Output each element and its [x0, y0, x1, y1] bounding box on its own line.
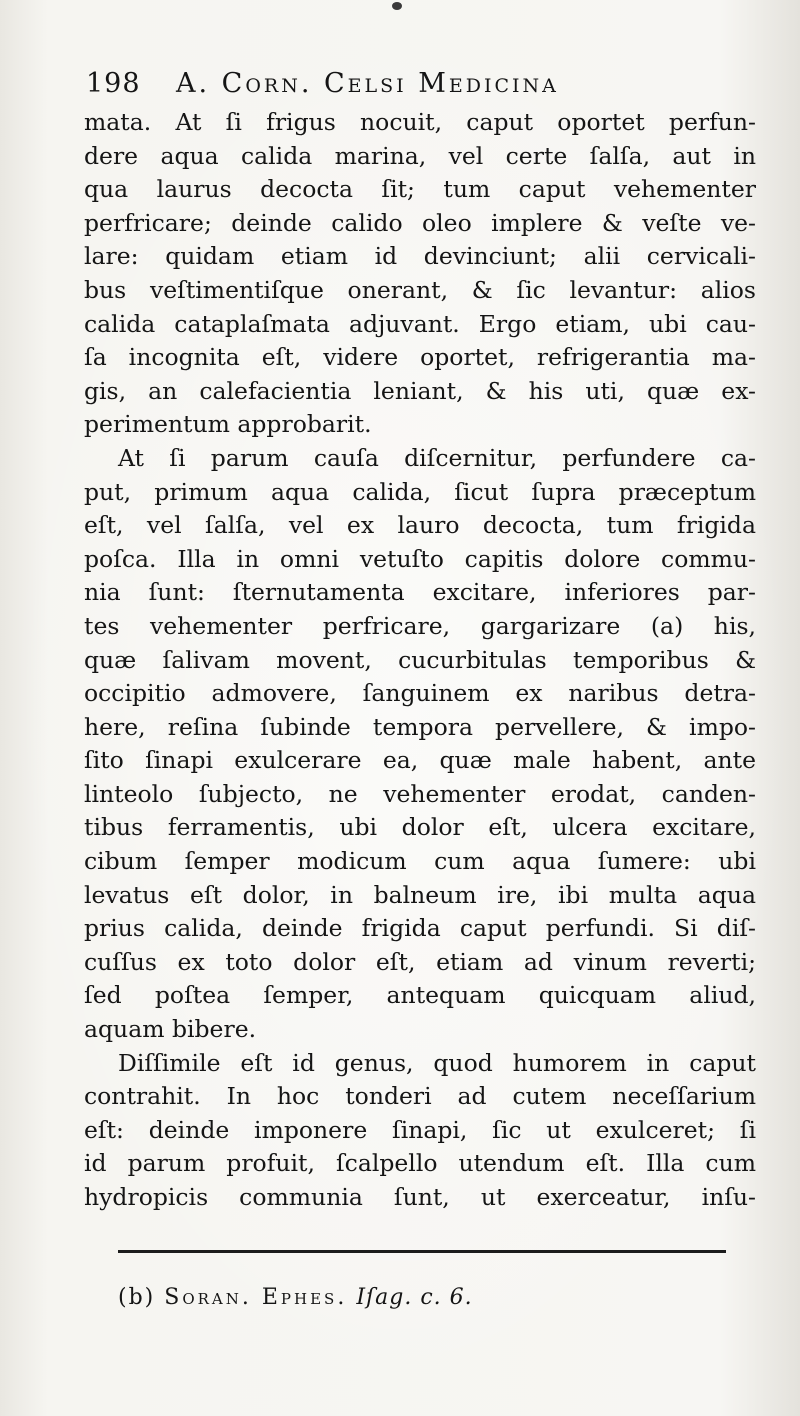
text-line: perfricare; deinde calido oleo implere & veſte ve- — [84, 208, 756, 237]
text-line: qua laurus decocta ſit; tum caput vehementer — [84, 175, 756, 204]
text-line: prius calida, deinde frigida caput perfundi. Si diſ- — [84, 914, 756, 943]
running-head — [86, 64, 706, 104]
text-line: nia ſunt: ſternutamenta excitare, inferiores par- — [84, 578, 756, 607]
text-line: tibus ferramentis, ubi dolor eſt, ulcera excitare, — [84, 813, 756, 842]
text-line: cibum ſemper modicum cum aqua ſumere: ubi — [84, 847, 756, 876]
text-line: cuſſus ex toto dolor eſt, etiam ad vinum reverti; — [84, 947, 756, 976]
body-text — [84, 106, 756, 1215]
text-line: mata. At ſi frigus nocuit, caput oportet perfun- — [84, 108, 756, 136]
text-line: dere aqua calida marina, vel certe ſalſa, aut in — [84, 141, 756, 170]
footnote-work: Iſag. c. 6. — [356, 1285, 473, 1310]
paragraph-start-line: At ſi parum cauſa diſcernitur, perfundere ca- — [118, 443, 756, 472]
text-line: ſa incognita eſt, videre oportet, refrigerantia ma- — [84, 343, 756, 372]
footnote — [118, 1281, 718, 1315]
text-line: gis, an calefacientia leniant, & his uti, quæ ex- — [84, 376, 756, 405]
text-line: hydropicis communia ſunt, ut exerceatur, inſu- — [84, 1183, 756, 1211]
text-line: occipitio admovere, ſanguinem ex naribus detra- — [84, 679, 756, 708]
running-head-title: A. Corn. Celsi Medicina — [176, 68, 559, 99]
text-line: eſt: deinde imponere ſinapi, ſic ut exulceret; ſi — [84, 1115, 756, 1144]
ink-spot — [392, 2, 402, 10]
text-line: ſito ſinapi exulcerare ea, quæ male habent, ante — [84, 746, 756, 775]
text-line: lare: quidam etiam id devinciunt; alii cervicali- — [84, 242, 756, 271]
page-number: 198 — [86, 68, 141, 99]
text-line: eſt, vel ſalſa, vel ex lauro decocta, tum frigida — [84, 511, 756, 540]
text-line: ſed poſtea ſemper, antequam quicquam aliud, — [84, 981, 756, 1010]
text-line: calida cataplaſmata adjuvant. Ergo etiam, ubi cau- — [84, 309, 756, 338]
text-line: put, primum aqua calida, ſicut ſupra præceptum — [84, 477, 756, 506]
text-line: contrahit. In hoc tonderi ad cutem neceſſarium — [84, 1082, 756, 1111]
text-line: id parum profuit, ſcalpello utendum eſt. Illa cum — [84, 1149, 756, 1178]
footnote-divider — [118, 1250, 726, 1253]
text-line: aquam bibere. — [84, 1015, 257, 1044]
footnote-marker: (b) — [118, 1285, 156, 1310]
text-line: poſca. Illa in omni vetuſto capitis dolore commu- — [84, 544, 756, 573]
text-line: here, reſina ſubinde tempora pervellere, & impo- — [84, 712, 756, 741]
text-line: tes vehementer perfricare, gargarizare (a) his, — [84, 611, 756, 640]
text-line: bus veſtimentiſque onerant, & ſic levantur: alios — [84, 275, 756, 304]
text-line: linteolo ſubjecto, ne vehementer erodat, canden- — [84, 779, 756, 808]
paragraph-start-line: Diſſimile eſt id genus, quod humorem in caput — [118, 1048, 756, 1077]
footnote-author: Soran. Ephes. — [164, 1285, 348, 1310]
text-line: perimentum approbarit. — [84, 410, 372, 439]
text-line: quæ ſalivam movent, cucurbitulas temporibus & — [84, 645, 756, 674]
text-line: levatus eſt dolor, in balneum ire, ibi multa aqua — [84, 880, 756, 909]
